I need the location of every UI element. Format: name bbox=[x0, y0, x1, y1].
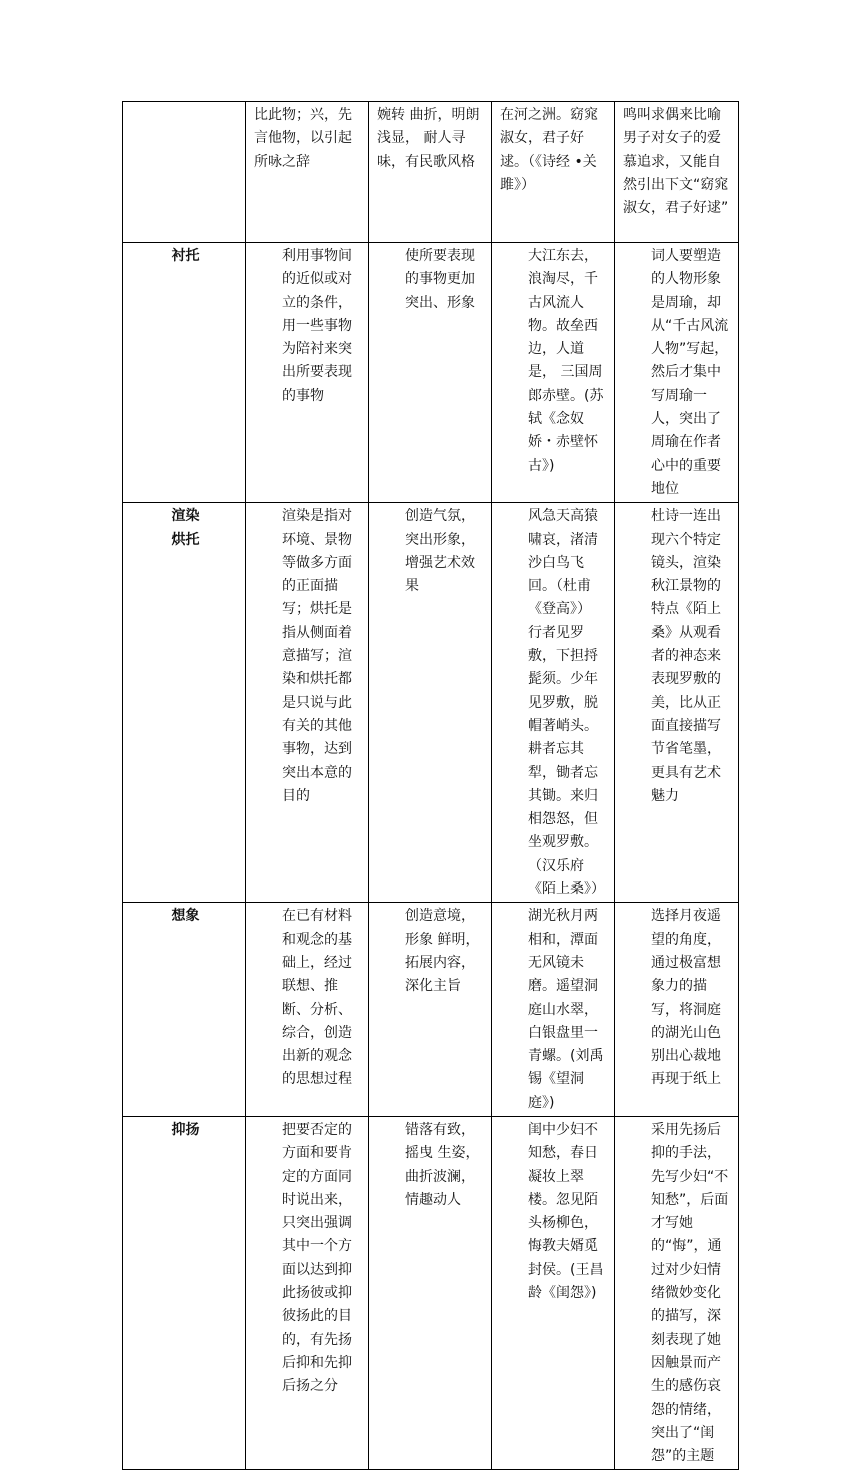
analysis-text: 词人要塑造的人物形象是周瑜，却从“千古风流人物”写起，然后才集中写周瑜一人，突出了周瑜在作者心中的重要地位 bbox=[651, 248, 729, 497]
definition-cell bbox=[246, 503, 369, 903]
term-cell bbox=[123, 102, 246, 243]
table-row bbox=[123, 102, 739, 243]
effect-text: 创造意境，形象 鲜明，拓展内容，深化主旨 bbox=[405, 908, 480, 995]
example-cell bbox=[492, 1116, 615, 1469]
rhetoric-techniques-table bbox=[122, 101, 739, 1470]
effect-cell bbox=[369, 503, 492, 903]
term-cell bbox=[123, 903, 246, 1117]
term-label: 想象 bbox=[171, 908, 200, 925]
definition-cell: 比此物；兴，先言他物，以引起所咏之辞 bbox=[246, 102, 369, 243]
effect-cell bbox=[369, 903, 492, 1117]
definition-cell bbox=[246, 243, 369, 503]
analysis-cell: 鸣叫求偶来比喻男子对女子的爱慕追求，又能自然引出下文“窈窕淑女，君子好逑” bbox=[615, 102, 739, 243]
definition-text: 利用事物间的近似或对立的条件，用一些事物为陪衬来突出所要表现的事物 bbox=[282, 248, 352, 404]
example-cell bbox=[492, 503, 615, 903]
table-row bbox=[123, 1116, 739, 1469]
effect-text: 使所要表现的事物更加突出、形象 bbox=[405, 248, 475, 311]
example-text: 大江东去，浪淘尽，千古风流人物。故垒西边，人道是， 三国周郎赤壁。(苏轼《念奴娇・赤壁怀古》) bbox=[528, 248, 604, 474]
term-label: 衬托 bbox=[171, 248, 200, 264]
definition-cell bbox=[246, 1116, 369, 1469]
example-cell bbox=[492, 243, 615, 503]
term-cell bbox=[123, 503, 246, 903]
term-label: 抑扬 bbox=[171, 1121, 200, 1138]
table-row bbox=[123, 243, 739, 503]
example-text: 湖光秋月两相和，潭面无风镜未磨。遥望洞庭山水翠，白银盘里一青螺。(刘禹锡《望洞庭》) bbox=[528, 908, 604, 1111]
definition-text: 渲染是指对环境、景物等做多方面的正面描写；烘托是指从侧面着意描写；渲染和烘托都是只说与此有关的其他事物，达到突出本意的目的 bbox=[282, 508, 352, 804]
term-label: 渲染 bbox=[171, 508, 200, 525]
effect-cell: 婉转 曲折，明朗浅显， 耐人寻味，有民歌风格 bbox=[369, 102, 492, 243]
example-cell bbox=[492, 903, 615, 1117]
effect-cell bbox=[369, 1116, 492, 1469]
definition-text: 在已有材料和观念的基础上，经过联想、推断、分析、综合，创造出新的观念的思想过程 bbox=[282, 908, 352, 1088]
example-text: 闺中少妇不知愁，春日凝妆上翠楼。忽见陌头杨柳色，悔教夫婿觅封侯。(王昌龄《闺怨》) bbox=[528, 1121, 604, 1302]
analysis-cell bbox=[615, 1116, 739, 1469]
analysis-text: 选择月夜遥望的角度，通过极富想象力的描写，将洞庭的湖光山色别出心裁地再现于纸上 bbox=[651, 908, 721, 1088]
analysis-text: 杜诗一连出现六个特定镜头，渲染秋江景物的特点《陌上桑》从观看者的神态来表现罗敷的美，比从正面直接描写节省笔墨，更具有艺术魅力 bbox=[651, 508, 721, 804]
definition-cell bbox=[246, 903, 369, 1117]
term-label: 烘托 bbox=[171, 531, 200, 548]
analysis-text: 采用先扬后抑的手法，先写少妇“不知愁”，后面才写她的“悔”，通过对少妇情绪微妙变化的描写，深刻表现了她因触景而产生的感伤哀怨的情绪，突出了“闺怨”的主题 bbox=[651, 1121, 729, 1465]
effect-text: 错落有致，摇曳 生姿，曲折波澜，情趣动人 bbox=[405, 1121, 480, 1208]
table-row bbox=[123, 903, 739, 1117]
effect-cell bbox=[369, 243, 492, 503]
term-cell bbox=[123, 1116, 246, 1469]
term-cell bbox=[123, 243, 246, 503]
definition-text: 把要否定的方面和要肯定的方面同时说出来，只突出强调其中一个方面以达到抑此扬彼或抑彼扬此的目的，有先扬后抑和先抑后扬之分 bbox=[282, 1121, 352, 1395]
analysis-cell bbox=[615, 903, 739, 1117]
table-row bbox=[123, 503, 739, 903]
analysis-cell bbox=[615, 503, 739, 903]
analysis-cell bbox=[615, 243, 739, 503]
effect-text: 创造气氛，突出形象，增强艺术效果 bbox=[405, 508, 475, 595]
example-text: 风急天高猿啸哀，渚清沙白鸟飞回。（杜甫《登高》） 行者见罗敷，下担捋髭须。少年见罗敷，脱帽著峭头。耕者忘其犁，锄者忘其锄。来归相怨怒，但坐观罗敷。（汉乐府《陌上桑》） bbox=[528, 508, 605, 898]
example-cell: 在河之洲。窈窕淑女，君子好逑。（《诗经 •关雎》） bbox=[492, 102, 615, 243]
